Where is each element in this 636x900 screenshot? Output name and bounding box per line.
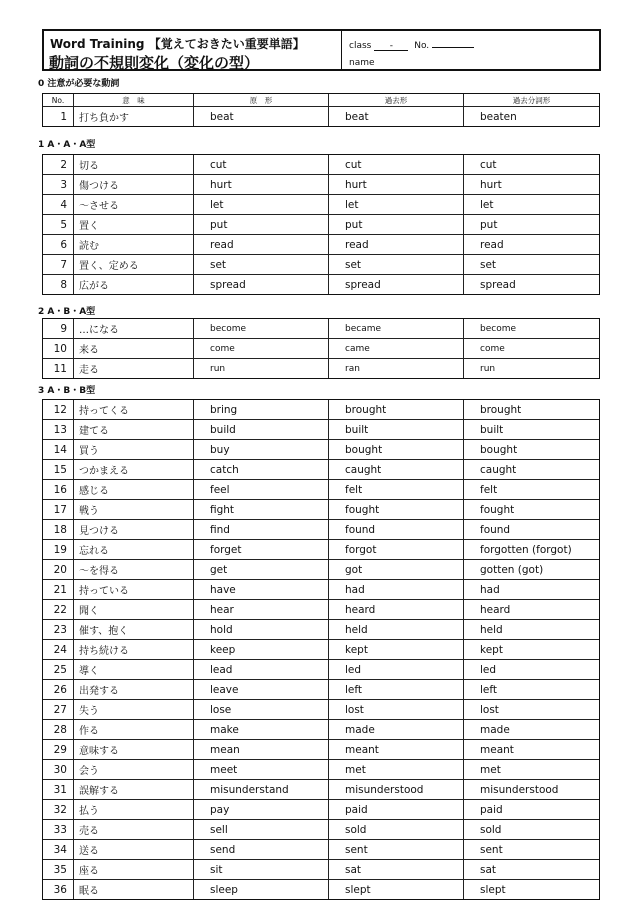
meaning-cell: 持ってくる <box>74 400 194 420</box>
section2-table <box>42 318 600 379</box>
base-form-cell: lose <box>194 700 329 720</box>
row-number: 34 <box>43 840 74 860</box>
past-participle-cell: built <box>464 420 600 440</box>
meaning-cell: 建てる <box>74 420 194 440</box>
base-form-cell: feel <box>194 480 329 500</box>
past-form-cell: slept <box>329 880 464 900</box>
past-form-cell: put <box>329 215 464 235</box>
row-number: 5 <box>43 215 74 235</box>
base-form-cell: let <box>194 195 329 215</box>
table-row <box>43 840 600 860</box>
past-participle-cell: held <box>464 620 600 640</box>
row-number: 30 <box>43 760 74 780</box>
past-participle-cell: misunderstood <box>464 780 600 800</box>
past-form-cell: lost <box>329 700 464 720</box>
row-number: 24 <box>43 640 74 660</box>
table-row <box>43 800 600 820</box>
section3-body <box>43 400 600 900</box>
base-form-cell: get <box>194 560 329 580</box>
row-number: 3 <box>43 175 74 195</box>
row-number: 10 <box>43 339 74 359</box>
past-form-cell: beat <box>329 107 464 127</box>
table-row <box>43 155 600 175</box>
meaning-cell: …になる <box>74 319 194 339</box>
past-form-cell: sold <box>329 820 464 840</box>
row-number: 15 <box>43 460 74 480</box>
meaning-cell: 読む <box>74 235 194 255</box>
meaning-cell: 誤解する <box>74 780 194 800</box>
table-row <box>43 359 600 379</box>
meaning-cell: 置く <box>74 215 194 235</box>
past-participle-cell: met <box>464 760 600 780</box>
meaning-cell: 作る <box>74 720 194 740</box>
base-form-cell: keep <box>194 640 329 660</box>
row-number: 32 <box>43 800 74 820</box>
table-row <box>43 620 600 640</box>
base-form-cell: come <box>194 339 329 359</box>
base-form-cell: forget <box>194 540 329 560</box>
past-participle-cell: sent <box>464 840 600 860</box>
header-divider <box>341 31 342 69</box>
row-number: 21 <box>43 580 74 600</box>
past-participle-cell: come <box>464 339 600 359</box>
past-form-cell: forgot <box>329 540 464 560</box>
row-number: 14 <box>43 440 74 460</box>
no-label: No. <box>414 41 430 51</box>
base-form-cell: catch <box>194 460 329 480</box>
past-participle-cell: lost <box>464 700 600 720</box>
past-participle-cell: paid <box>464 800 600 820</box>
past-participle-cell: had <box>464 580 600 600</box>
base-form-cell: build <box>194 420 329 440</box>
section0-body <box>43 107 600 127</box>
meaning-cell: 見つける <box>74 520 194 540</box>
past-form-cell: led <box>329 660 464 680</box>
past-participle-cell: kept <box>464 640 600 660</box>
base-form-cell: make <box>194 720 329 740</box>
table-row <box>43 107 600 127</box>
meaning-cell: 広がる <box>74 275 194 295</box>
table-row <box>43 215 600 235</box>
past-participle-cell: spread <box>464 275 600 295</box>
past-participle-cell: sat <box>464 860 600 880</box>
table-row <box>43 500 600 520</box>
row-number: 11 <box>43 359 74 379</box>
past-form-cell: brought <box>329 400 464 420</box>
past-form-cell: read <box>329 235 464 255</box>
row-number: 28 <box>43 720 74 740</box>
table-row <box>43 720 600 740</box>
row-number: 6 <box>43 235 74 255</box>
base-form-cell: sit <box>194 860 329 880</box>
meaning-cell: 戦う <box>74 500 194 520</box>
past-participle-cell: become <box>464 319 600 339</box>
row-number: 26 <box>43 680 74 700</box>
past-form-cell: fought <box>329 500 464 520</box>
past-participle-cell: read <box>464 235 600 255</box>
meaning-cell: 持ち続ける <box>74 640 194 660</box>
table-row <box>43 480 600 500</box>
row-number: 20 <box>43 560 74 580</box>
row-number: 25 <box>43 660 74 680</box>
base-form-cell: have <box>194 580 329 600</box>
past-form-cell: held <box>329 620 464 640</box>
class-field[interactable]: - <box>374 41 408 51</box>
row-number: 9 <box>43 319 74 339</box>
past-participle-cell: caught <box>464 460 600 480</box>
past-form-cell: ran <box>329 359 464 379</box>
row-number: 35 <box>43 860 74 880</box>
row-number: 13 <box>43 420 74 440</box>
row-number: 1 <box>43 107 74 127</box>
meaning-cell: ～を得る <box>74 560 194 580</box>
past-participle-cell: meant <box>464 740 600 760</box>
base-form-cell: buy <box>194 440 329 460</box>
base-form-cell: sell <box>194 820 329 840</box>
past-participle-cell: found <box>464 520 600 540</box>
table-row <box>43 520 600 540</box>
header-title-line <box>50 35 305 52</box>
base-form-cell: hear <box>194 600 329 620</box>
past-form-cell: misunderstood <box>329 780 464 800</box>
past-form-cell: heard <box>329 600 464 620</box>
table-row <box>43 860 600 880</box>
base-form-cell: hold <box>194 620 329 640</box>
section-title: 1 A・A・A型 <box>38 140 96 150</box>
table-row <box>43 339 600 359</box>
past-participle-cell: cut <box>464 155 600 175</box>
table-row <box>43 700 600 720</box>
table-row <box>43 560 600 580</box>
base-form-cell: find <box>194 520 329 540</box>
table-row <box>43 319 600 339</box>
base-form-cell: beat <box>194 107 329 127</box>
base-form-cell: misunderstand <box>194 780 329 800</box>
past-form-cell: made <box>329 720 464 740</box>
table-row <box>43 740 600 760</box>
section0-table <box>42 93 600 127</box>
past-form-cell: got <box>329 560 464 580</box>
past-participle-cell: slept <box>464 880 600 900</box>
meaning-cell: 催す、抱く <box>74 620 194 640</box>
section1-table <box>42 154 600 295</box>
past-participle-cell: made <box>464 720 600 740</box>
row-number: 29 <box>43 740 74 760</box>
name-line <box>349 58 375 68</box>
past-form-cell: kept <box>329 640 464 660</box>
past-participle-cell: forgotten (forgot) <box>464 540 600 560</box>
past-participle-cell: fought <box>464 500 600 520</box>
table-row <box>43 195 600 215</box>
past-participle-cell: set <box>464 255 600 275</box>
section3-table <box>42 399 600 900</box>
row-number: 31 <box>43 780 74 800</box>
row-number: 2 <box>43 155 74 175</box>
base-form-cell: become <box>194 319 329 339</box>
meaning-cell: 眠る <box>74 880 194 900</box>
section1-body <box>43 155 600 295</box>
past-form-cell: cut <box>329 155 464 175</box>
table-row <box>43 820 600 840</box>
past-form-cell: found <box>329 520 464 540</box>
past-form-cell: let <box>329 195 464 215</box>
base-form-cell: mean <box>194 740 329 760</box>
past-form-cell: set <box>329 255 464 275</box>
title-jp: 【覚えておきたい重要単語】 <box>148 37 305 51</box>
number-field[interactable] <box>432 38 474 48</box>
section-title: 2 A・B・A型 <box>38 307 96 317</box>
meaning-cell: 置く、定める <box>74 255 194 275</box>
meaning-cell: 走る <box>74 359 194 379</box>
meaning-cell: 出発する <box>74 680 194 700</box>
col-header-base: 原 形 <box>194 94 329 107</box>
meaning-cell: 傷つける <box>74 175 194 195</box>
base-form-cell: pay <box>194 800 329 820</box>
row-number: 36 <box>43 880 74 900</box>
past-form-cell: sat <box>329 860 464 880</box>
table-row <box>43 640 600 660</box>
table-row <box>43 420 600 440</box>
past-form-cell: met <box>329 760 464 780</box>
meaning-cell: 導く <box>74 660 194 680</box>
meaning-cell: 切る <box>74 155 194 175</box>
class-number-line <box>349 38 477 51</box>
title-en: Word Training <box>50 37 145 51</box>
col-header-no: No. <box>43 94 74 107</box>
past-form-cell: paid <box>329 800 464 820</box>
meaning-cell: 感じる <box>74 480 194 500</box>
base-form-cell: read <box>194 235 329 255</box>
meaning-cell: 買う <box>74 440 194 460</box>
table-row <box>43 255 600 275</box>
table-row <box>43 540 600 560</box>
table-row <box>43 400 600 420</box>
past-form-cell: became <box>329 319 464 339</box>
base-form-cell: cut <box>194 155 329 175</box>
past-form-cell: sent <box>329 840 464 860</box>
past-form-cell: left <box>329 680 464 700</box>
past-participle-cell: gotten (got) <box>464 560 600 580</box>
past-form-cell: spread <box>329 275 464 295</box>
row-number: 18 <box>43 520 74 540</box>
meaning-cell: ～させる <box>74 195 194 215</box>
past-participle-cell: heard <box>464 600 600 620</box>
meaning-cell: 会う <box>74 760 194 780</box>
meaning-cell: 送る <box>74 840 194 860</box>
table-row <box>43 660 600 680</box>
base-form-cell: hurt <box>194 175 329 195</box>
table-row <box>43 780 600 800</box>
row-number: 33 <box>43 820 74 840</box>
table-row <box>43 580 600 600</box>
past-form-cell: felt <box>329 480 464 500</box>
base-form-cell: bring <box>194 400 329 420</box>
past-participle-cell: let <box>464 195 600 215</box>
base-form-cell: fight <box>194 500 329 520</box>
meaning-cell: 失う <box>74 700 194 720</box>
table-row <box>43 235 600 255</box>
meaning-cell: つかまえる <box>74 460 194 480</box>
meaning-cell: 打ち負かす <box>74 107 194 127</box>
past-form-cell: hurt <box>329 175 464 195</box>
table-header-row <box>43 94 600 107</box>
table-row <box>43 680 600 700</box>
row-number: 4 <box>43 195 74 215</box>
base-form-cell: put <box>194 215 329 235</box>
row-number: 23 <box>43 620 74 640</box>
base-form-cell: send <box>194 840 329 860</box>
meaning-cell: 忘れる <box>74 540 194 560</box>
base-form-cell: meet <box>194 760 329 780</box>
section-title: 3 A・B・B型 <box>38 386 96 396</box>
meaning-cell: 来る <box>74 339 194 359</box>
base-form-cell: set <box>194 255 329 275</box>
base-form-cell: leave <box>194 680 329 700</box>
table-row <box>43 600 600 620</box>
row-number: 7 <box>43 255 74 275</box>
past-participle-cell: put <box>464 215 600 235</box>
past-participle-cell: run <box>464 359 600 379</box>
past-participle-cell: brought <box>464 400 600 420</box>
past-participle-cell: beaten <box>464 107 600 127</box>
past-participle-cell: hurt <box>464 175 600 195</box>
past-participle-cell: felt <box>464 480 600 500</box>
past-form-cell: built <box>329 420 464 440</box>
base-form-cell: spread <box>194 275 329 295</box>
past-form-cell: meant <box>329 740 464 760</box>
row-number: 12 <box>43 400 74 420</box>
col-header-meaning: 意 味 <box>74 94 194 107</box>
col-header-pp: 過去分詞形 <box>464 94 600 107</box>
past-participle-cell: left <box>464 680 600 700</box>
past-participle-cell: bought <box>464 440 600 460</box>
row-number: 8 <box>43 275 74 295</box>
past-form-cell: caught <box>329 460 464 480</box>
name-label: name <box>349 58 375 68</box>
table-row <box>43 880 600 900</box>
past-participle-cell: led <box>464 660 600 680</box>
row-number: 22 <box>43 600 74 620</box>
class-label: class <box>349 41 372 51</box>
base-form-cell: sleep <box>194 880 329 900</box>
col-header-past: 過去形 <box>329 94 464 107</box>
section2-body <box>43 319 600 379</box>
table-row <box>43 275 600 295</box>
table-row <box>43 175 600 195</box>
past-form-cell: came <box>329 339 464 359</box>
worksheet-header <box>42 29 601 71</box>
past-participle-cell: sold <box>464 820 600 840</box>
base-form-cell: run <box>194 359 329 379</box>
meaning-cell: 意味する <box>74 740 194 760</box>
past-form-cell: bought <box>329 440 464 460</box>
meaning-cell: 座る <box>74 860 194 880</box>
row-number: 16 <box>43 480 74 500</box>
meaning-cell: 売る <box>74 820 194 840</box>
section-title: 0 注意が必要な動詞 <box>38 79 120 89</box>
row-number: 27 <box>43 700 74 720</box>
row-number: 17 <box>43 500 74 520</box>
row-number: 19 <box>43 540 74 560</box>
meaning-cell: 聞く <box>74 600 194 620</box>
meaning-cell: 払う <box>74 800 194 820</box>
table-row <box>43 440 600 460</box>
meaning-cell: 持っている <box>74 580 194 600</box>
base-form-cell: lead <box>194 660 329 680</box>
table-row <box>43 760 600 780</box>
table-row <box>43 460 600 480</box>
past-form-cell: had <box>329 580 464 600</box>
page-title: 動詞の不規則変化（変化の型） <box>49 54 260 72</box>
